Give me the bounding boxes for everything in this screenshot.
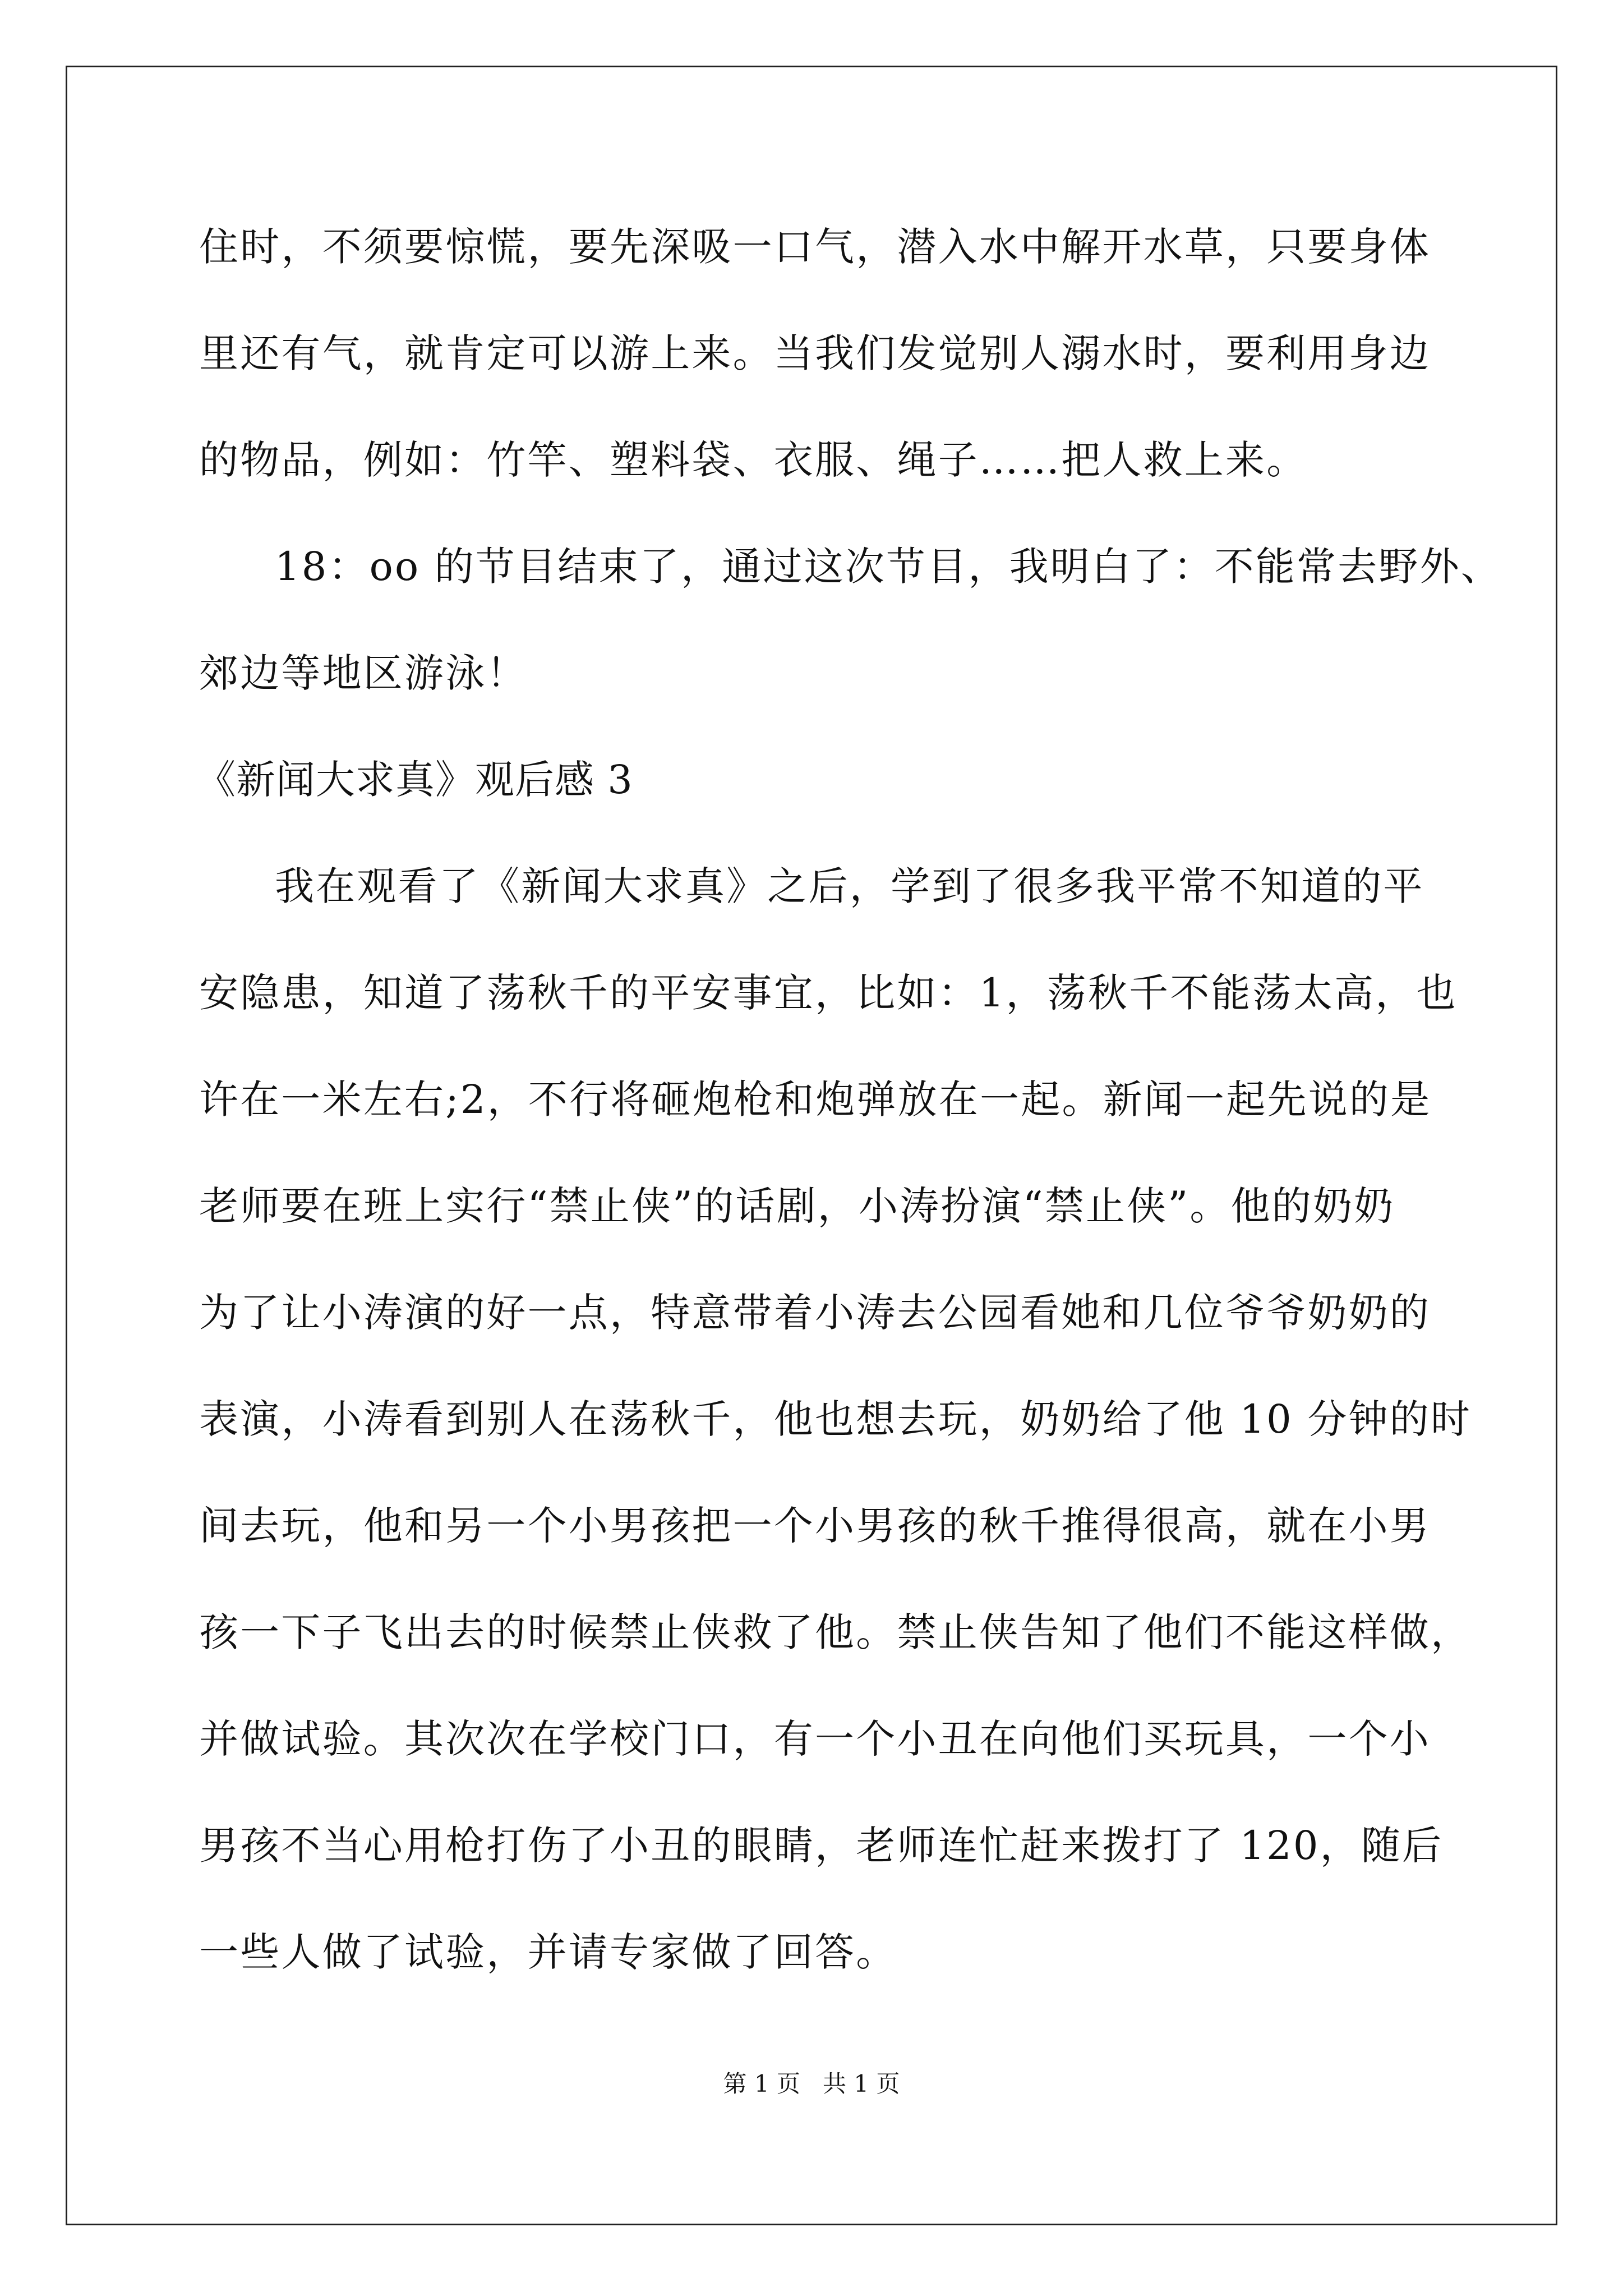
paragraph-3-line-3: 许在一米左右;2，不行将砸炮枪和炮弹放在一起。新闻一起先说的是 bbox=[199, 1076, 1432, 1122]
section-heading: 《新闻大求真》观后感 3 bbox=[196, 757, 633, 803]
paragraph-1-line-2: 里还有气，就肯定可以游上来。当我们发觉别人溺水时，要利用身边 bbox=[199, 330, 1431, 376]
paragraph-2-line-2: 郊边等地区游泳！ bbox=[199, 650, 528, 696]
paragraph-3-line-1: 我在观看了《新闻大求真》之后，学到了很多我平常不知道的平 bbox=[275, 863, 1424, 909]
paragraph-3-line-11: 一些人做了试验，并请专家做了回答。 bbox=[199, 1929, 897, 1975]
paragraph-3-line-2: 安隐患，知道了荡秋千的平安事宜，比如：1，荡秋千不能荡太高，也 bbox=[199, 970, 1458, 1016]
paragraph-3-line-9: 并做试验。其次次在学校门口，有一个小丑在向他们买玩具，一个小 bbox=[199, 1716, 1431, 1762]
paragraph-3-line-6: 表演，小涛看到别人在荡秋千，他也想去玩，奶奶给了他 10 分钟的时 bbox=[199, 1396, 1472, 1442]
paragraph-3-line-10: 男孩不当心用枪打伤了小丑的眼睛，老师连忙赶来拨打了 120，随后 bbox=[199, 1823, 1444, 1869]
paragraph-3-line-7: 间去玩，他和另一个小男孩把一个小男孩的秋千推得很高，就在小男 bbox=[199, 1503, 1431, 1549]
paragraph-1-line-1: 住时，不须要惊慌，要先深吸一口气，潜入水中解开水草，只要身体 bbox=[199, 224, 1431, 270]
paragraph-3-line-4: 老师要在班上实行“禁止侠”的话剧，小涛扮演“禁止侠”。他的奶奶 bbox=[199, 1183, 1395, 1229]
page-number-footer: 第 1 页 共 1 页 bbox=[723, 2070, 900, 2097]
paragraph-3-line-8: 孩一下子飞出去的时候禁止侠救了他。禁止侠告知了他们不能这样做， bbox=[199, 1609, 1472, 1655]
paragraph-3-line-5: 为了让小涛演的好一点，特意带着小涛去公园看她和几位爷爷奶奶的 bbox=[199, 1290, 1431, 1336]
page-border bbox=[66, 66, 1557, 2225]
paragraph-1-line-3: 的物品，例如：竹竿、塑料袋、衣服、绳子……把人救上来。 bbox=[199, 437, 1308, 483]
paragraph-2-line-1: 18：oo 的节目结束了，通过这次节目，我明白了：不能常去野外、 bbox=[275, 544, 1502, 590]
